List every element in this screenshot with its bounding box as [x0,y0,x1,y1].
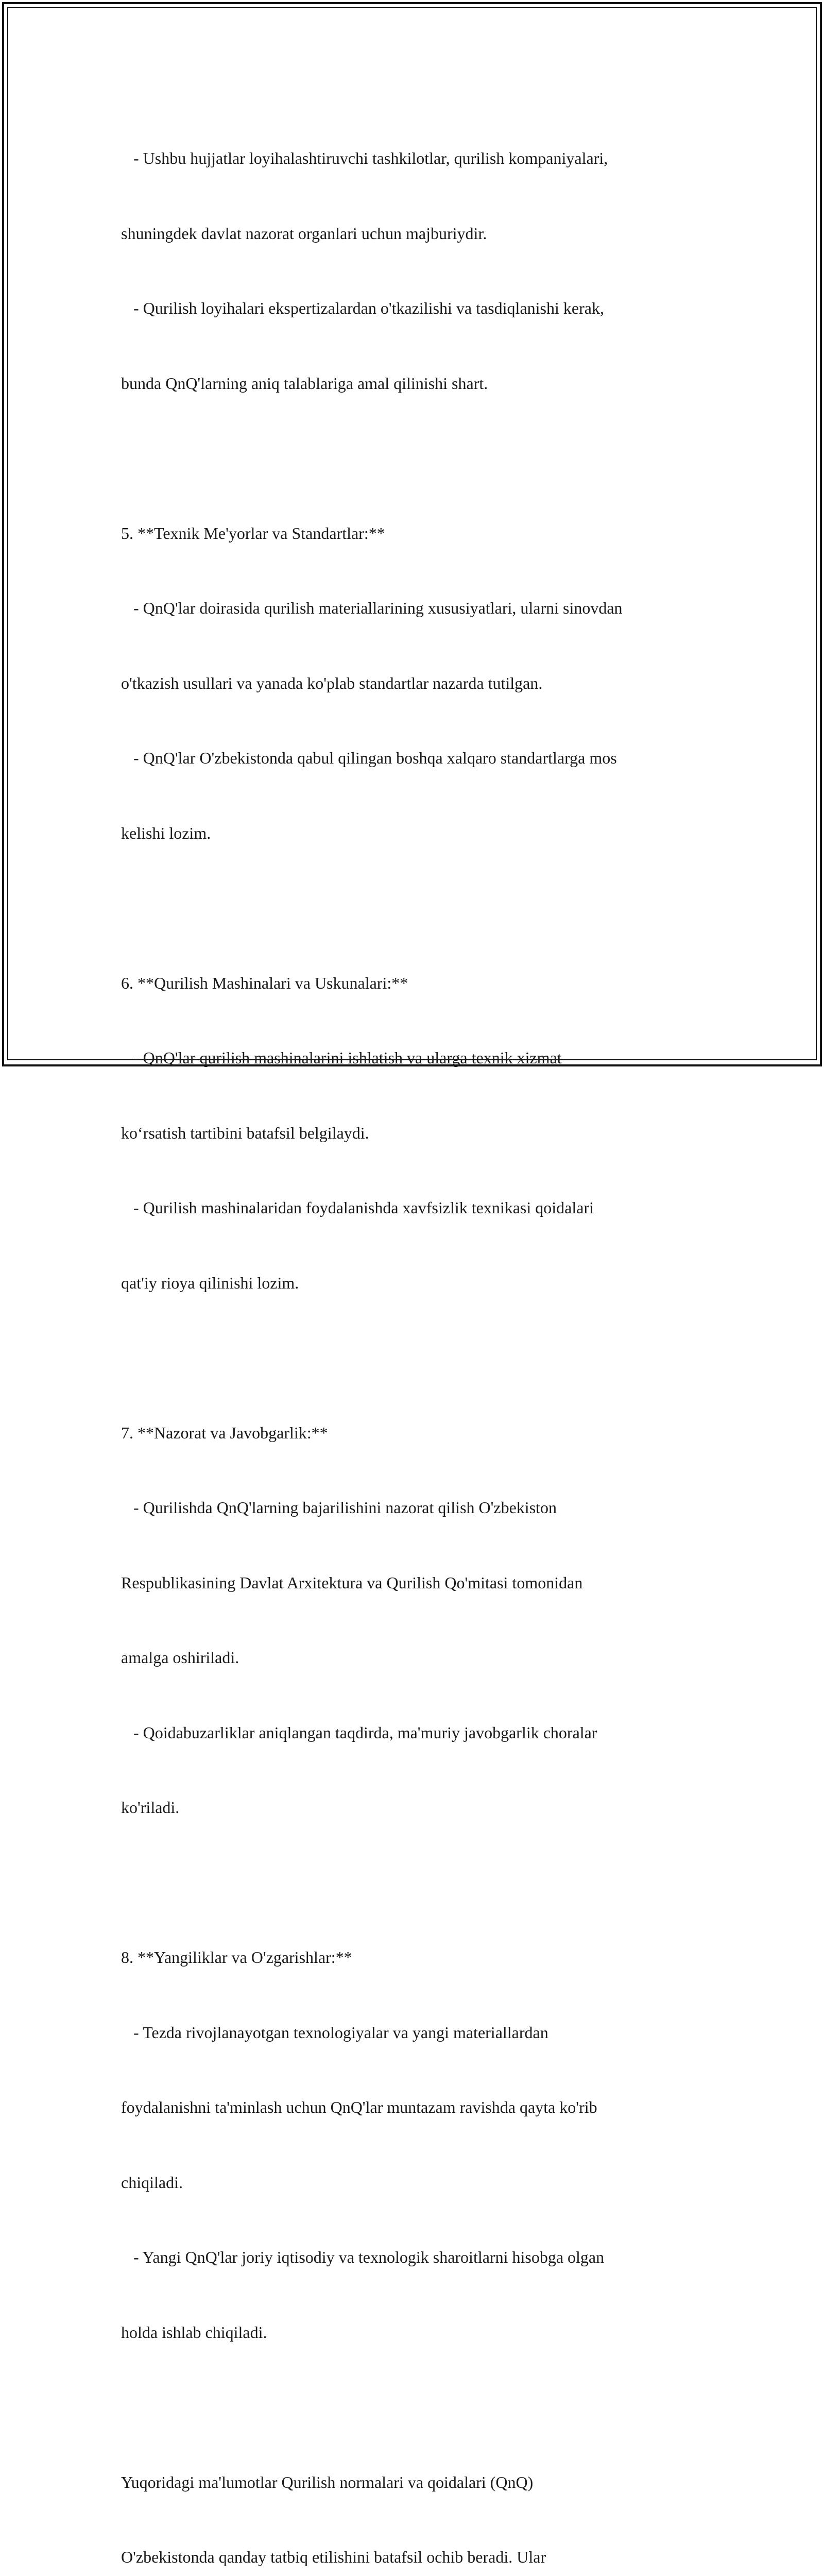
text-line: - Ushbu hujjatlar loyihalashtiruvchi tashkilotlar, qurilish kompaniyalari, [121,149,608,167]
text-line: shuningdek davlat nazorat organlari uchun majburiydir. [121,224,487,243]
text-line: - QnQ'lar qurilish mashinalarini ishlatish va ularga texnik xizmat [121,1048,562,1067]
text-line: ko'riladi. [121,1798,180,1817]
text-line: holda ishlab chiqiladi. [121,2323,267,2342]
section-heading-5: 5. **Texnik Me'yorlar va Standartlar:** [121,523,385,543]
blank-line [121,2395,708,2420]
conclusion-line: O'zbekistonda qanday tatbiq etilishini batafsil ochib beradi. Ular [121,2548,546,2566]
text-line: - Tezda rivojlanayotgan texnologiyalar va yangi materiallardan [121,2023,548,2042]
text-line: amalga oshiriladi. [121,1648,239,1667]
text-line: kelishi lozim. [121,823,211,842]
blank-line [121,895,708,921]
text-line: - QnQ'lar doirasida qurilish materiallarining xususiyatlari, ularni sinovdan [121,599,623,617]
text-line: foydalanishni ta'minlash uchun QnQ'lar muntazam ravishda qayta ko'rib [121,2098,597,2116]
text-line: qat'iy rioya qilinishi lozim. [121,1273,299,1292]
text-line: o'tkazish usullari va yanada ko'plab standartlar nazarda tutilgan. [121,673,543,692]
text-line: - Qurilish loyihalari ekspertizalardan o'tkazilishi va tasdiqlanishi kerak, [121,299,604,317]
section-heading-8: 8. **Yangiliklar va O'zgarishlar:** [121,1948,352,1967]
conclusion-line: Yuqoridagi ma'lumotlar Qurilish normalari va qoidalari (QnQ) [121,2472,534,2492]
blank-line [121,446,708,471]
text-line: - Qoidabuzarliklar aniqlangan taqdirda, ma'muriy javobgarlik choralar [121,1723,597,1742]
text-line: Respublikasining Davlat Arxitektura va Qurilish Qo'mitasi tomonidan [121,1573,583,1592]
blank-line [121,1870,708,1895]
text-line: - Yangi QnQ'lar joriy iqtisodiy va texnologik sharoitlarni hisobga olgan [121,2248,605,2266]
blank-line [121,1345,708,1370]
section-heading-6: 6. **Qurilish Mashinalari va Uskunalari:** [121,973,408,992]
text-line: ko‘rsatish tartibini batafsil belgilaydi. [121,1123,369,1142]
text-line: chiqiladi. [121,2173,183,2192]
text-line: bunda QnQ'larning aniq talablariga amal qilinishi shart. [121,374,488,393]
document-body [121,96,708,2576]
text-line: - Qurilish mashinalaridan foydalanishda xavfsizlik texnikasi qoidalari [121,1198,594,1217]
text-line: - QnQ'lar O'zbekistonda qabul qilingan boshqa xalqaro standartlarga mos [121,749,617,767]
text-line: - Qurilishda QnQ'larning bajarilishini nazorat qilish O'zbekiston [121,1498,557,1517]
section-heading-7: 7. **Nazorat va Javobgarlik:** [121,1423,328,1442]
